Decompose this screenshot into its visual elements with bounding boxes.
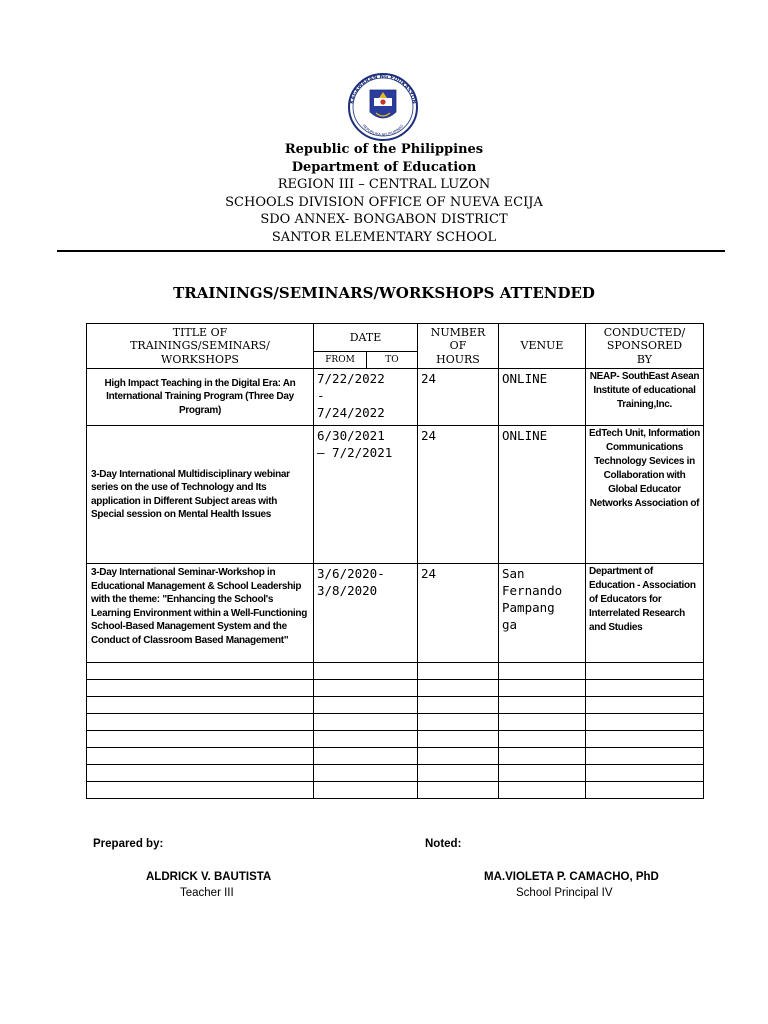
training-hours: 24 [418,564,499,663]
training-conducted-by: EdTech Unit, Information Communications Technology Sevices in Collaboration with Global Educator Networks Association of [586,426,704,564]
training-title: High Impact Teaching in the Digital Era: An International Training Program (Three Day Program) [87,369,314,426]
date-line: - [317,388,325,403]
header-venue: VENUE [499,324,586,369]
table-row [87,564,704,663]
header-title-line: TRAININGS/SEMINARS/ [130,339,270,353]
empty-row [87,731,704,748]
header-hours-line: HOURS [436,352,480,366]
empty-row [87,680,704,697]
header-title-column [87,324,314,369]
noter-name: MA.VIOLETA P. CAMACHO, PhD [484,871,659,883]
header-conducted-line: CONDUCTED/ [603,325,686,339]
venue-line: Fernando [502,583,563,598]
header-from: FROM [314,352,367,369]
header-line-district: SDO ANNEX- BONGABON DISTRICT [260,212,508,227]
training-venue [499,426,586,564]
header-divider [57,250,725,252]
header-conducted-line: BY [636,352,653,366]
empty-row [87,782,704,799]
training-date [314,369,418,426]
empty-row [87,765,704,782]
document-title: TRAININGS/SEMINARS/WORKSHOPS ATTENDED [173,284,595,302]
trainings-table [86,323,704,799]
header-line-deped: Department of Education [291,159,477,175]
venue-line: Pampang [502,600,555,615]
training-conducted-by: NEAP- SouthEast Asean Institute of educational Training,Inc. [586,369,704,426]
deped-seal-logo [340,72,426,142]
training-date [314,426,418,564]
date-line: 6/30/2021 [317,428,385,443]
venue-line: ONLINE [502,428,548,443]
date-line: – 7/2/2021 [317,445,393,460]
training-title: 3-Day International Multidisciplinary webinar series on the use of Technology and Its application in Different Subject areas with Special session on Mental Health Issues [87,426,314,564]
preparer-position: Teacher III [180,887,234,899]
header-date: DATE [314,324,418,352]
empty-row [87,714,704,731]
training-venue [499,369,586,426]
date-line: 7/22/2022 [317,371,385,386]
venue-line: ga [502,617,518,632]
svg-text:KAGAWARAN NG EDUKASYON: KAGAWARAN NG EDUKASYON [349,73,417,105]
header-to: TO [367,352,418,369]
svg-text:REPUBLIKA NG PILIPINAS: REPUBLIKA NG PILIPINAS [361,123,405,138]
training-conducted-by: Department of Education - Association of Educators for Interrelated Research and Studies [586,564,704,663]
date-line: 3/8/2020 [317,583,378,598]
venue-line: San [502,566,525,581]
training-title: 3-Day International Seminar-Workshop in Educational Management & School Leadership with the theme: "Enhancing the School's Learning Environment within a Well-Functioning School-Based Management System and the Conduct of Classroom Based Management" [87,564,314,663]
letterhead [0,141,768,246]
header-conducted-column [586,324,704,369]
header-title-line: TITLE OF [172,325,228,339]
training-date [314,564,418,663]
header-line-school: SANTOR ELEMENTARY SCHOOL [271,229,497,245]
noted-label: Noted: [425,838,462,850]
training-hours: 24 [418,426,499,564]
header-line-region: REGION III – CENTRAL LUZON [277,177,491,192]
training-venue [499,564,586,663]
preparer-name: ALDRICK V. BAUTISTA [146,871,272,883]
table-row [87,426,704,564]
header-line-republic: Republic of the Philippines [284,142,484,157]
empty-row [87,697,704,714]
table-row [87,369,704,426]
header-hours-line: NUMBER [430,325,486,339]
date-line: 3/6/2020- [317,566,385,581]
header-conducted-line: SPONSORED [606,339,683,353]
empty-row [87,748,704,765]
prepared-by-label: Prepared by: [93,838,164,850]
header-line-division: SCHOOLS DIVISION OFFICE OF NUEVA ECIJA [225,194,543,210]
noter-position: School Principal IV [516,887,613,899]
table-header-row [87,324,704,352]
header-title-line: WORKSHOPS [161,352,239,366]
header-hours-column [418,324,499,369]
training-hours: 24 [418,369,499,426]
empty-row [87,663,704,680]
venue-line: ONLINE [502,371,548,386]
header-hours-line: OF [449,339,467,353]
date-line: 7/24/2022 [317,405,385,420]
